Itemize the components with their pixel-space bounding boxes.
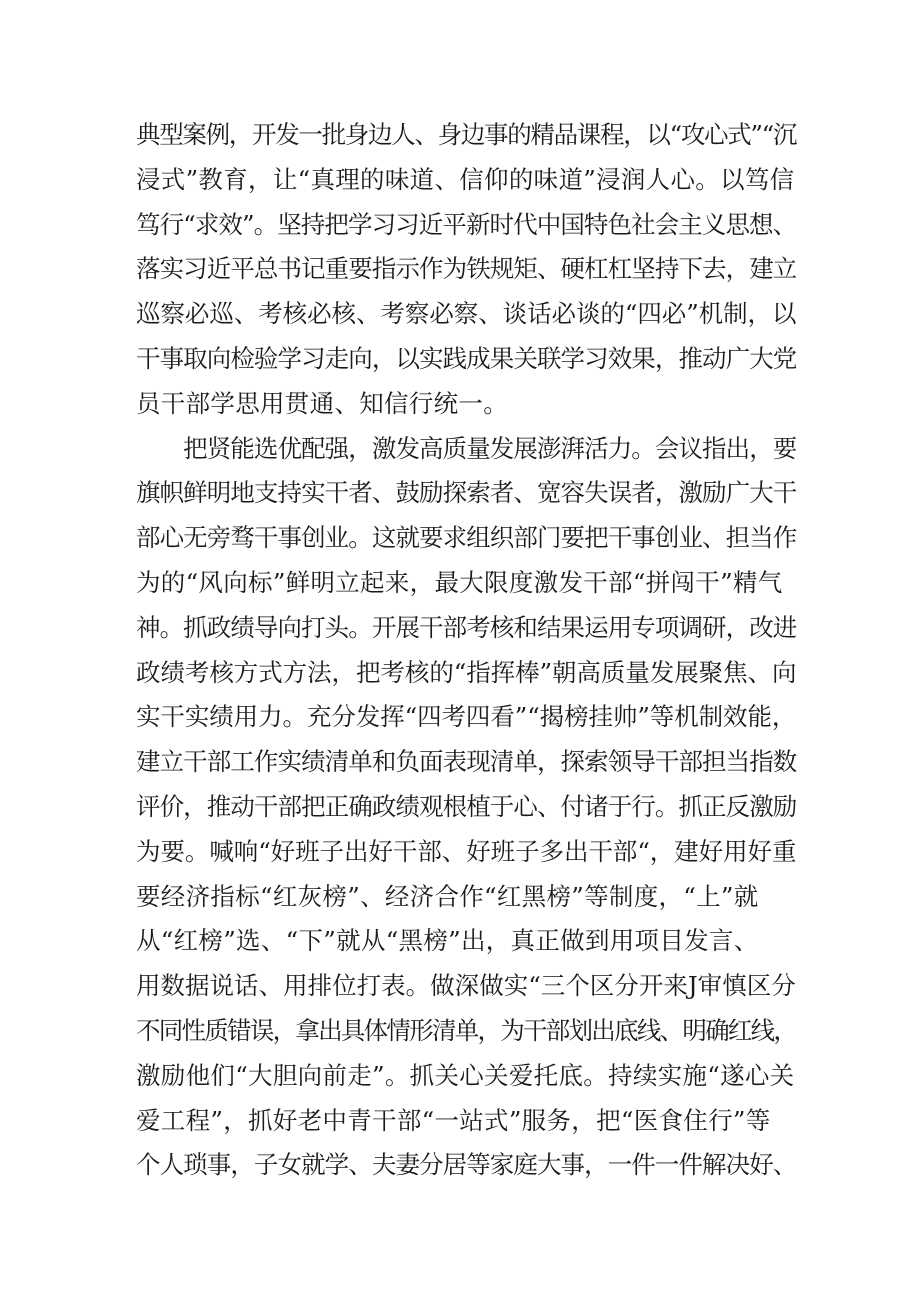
text-line: 落实习近平总书记重要指示作为铁规矩、硬杠杠坚持下去，建立: [136, 254, 797, 284]
text-line: 个人琐事，子女就学、夫妻分居等家庭大事，一件一件解决好、: [136, 1150, 797, 1180]
text-line: 不同性质错误，拿出具体情形清单，为干部划出底线、明确红线，: [136, 1015, 797, 1045]
text-line: 员干部学思用贯通、知信行统一。: [136, 388, 508, 418]
text-line: 神。抓政绩导向打头。开展干部考核和结果运用专项调研，改进: [136, 612, 797, 642]
text-line: 政绩考核方式方法，把考核的“指挥棒”朝高质量发展聚焦、向: [136, 657, 797, 687]
text-line: 笃行“求效”。坚持把学习习近平新时代中国特色社会主义思想、: [136, 209, 797, 239]
text-line: 为的“风向标”鲜明立起来，最大限度激发干部“拼闯干”精气: [136, 567, 783, 597]
text-line: 从“红榜”选、“下”就从“黑榜”出，真正做到用项目发言、: [136, 926, 759, 956]
text-line: 要经济指标“红灰榜”、经济合作“红黑榜”等制度，“上”就: [136, 881, 759, 911]
text-line: 干事取向检验学习走向，以实践成果关联学习效果，推动广大党: [136, 343, 797, 373]
document-body: [136, 113, 796, 1188]
text-line: 部心无旁骛干事创业。这就要求组织部门要把干事创业、担当作: [136, 523, 797, 553]
text-line: 评价，推动干部把正确政绩观根植于心、付诸于行。抓正反激励: [136, 791, 797, 821]
paragraph-start-line: 把贤能选优配强，激发高质量发展澎湃活力。会议指出，要: [136, 433, 797, 463]
text-line: 实干实绩用力。充分发挥“四考四看”“揭榜挂帅”等机制效能，: [136, 702, 797, 732]
text-line: 为要。喊响“好班子出好干部、好班子多出干部“，建好用好重: [136, 836, 797, 866]
text-line: 建立干部工作实绩清单和负面表现清单，探索领导干部担当指数: [136, 747, 797, 777]
text-line: 巡察必巡、考核必核、考察必察、谈话必谈的“四必”机制，以: [136, 299, 797, 329]
text-line: 用数据说话、用排位打表。做深做实“三个区分开来J审慎区分: [136, 971, 796, 1001]
text-line: 激励他们“大胆向前走”。抓关心关爱托底。持续实施“遂心关: [136, 1060, 795, 1090]
text-line: 浸式”教育，让“真理的味道、信仰的味道”浸润人心。以笃信: [136, 164, 795, 194]
text-line: 爱工程”，抓好老中青干部“一站式”服务，把“医食住行”等: [136, 1105, 771, 1135]
text-line: 旗帜鲜明地支持实干者、鼓励探索者、宽容失误者，激励广大干: [136, 478, 797, 508]
text-line: 典型案例，开发一批身边人、身边事的精品课程，以“攻心式”“沉: [136, 120, 797, 149]
